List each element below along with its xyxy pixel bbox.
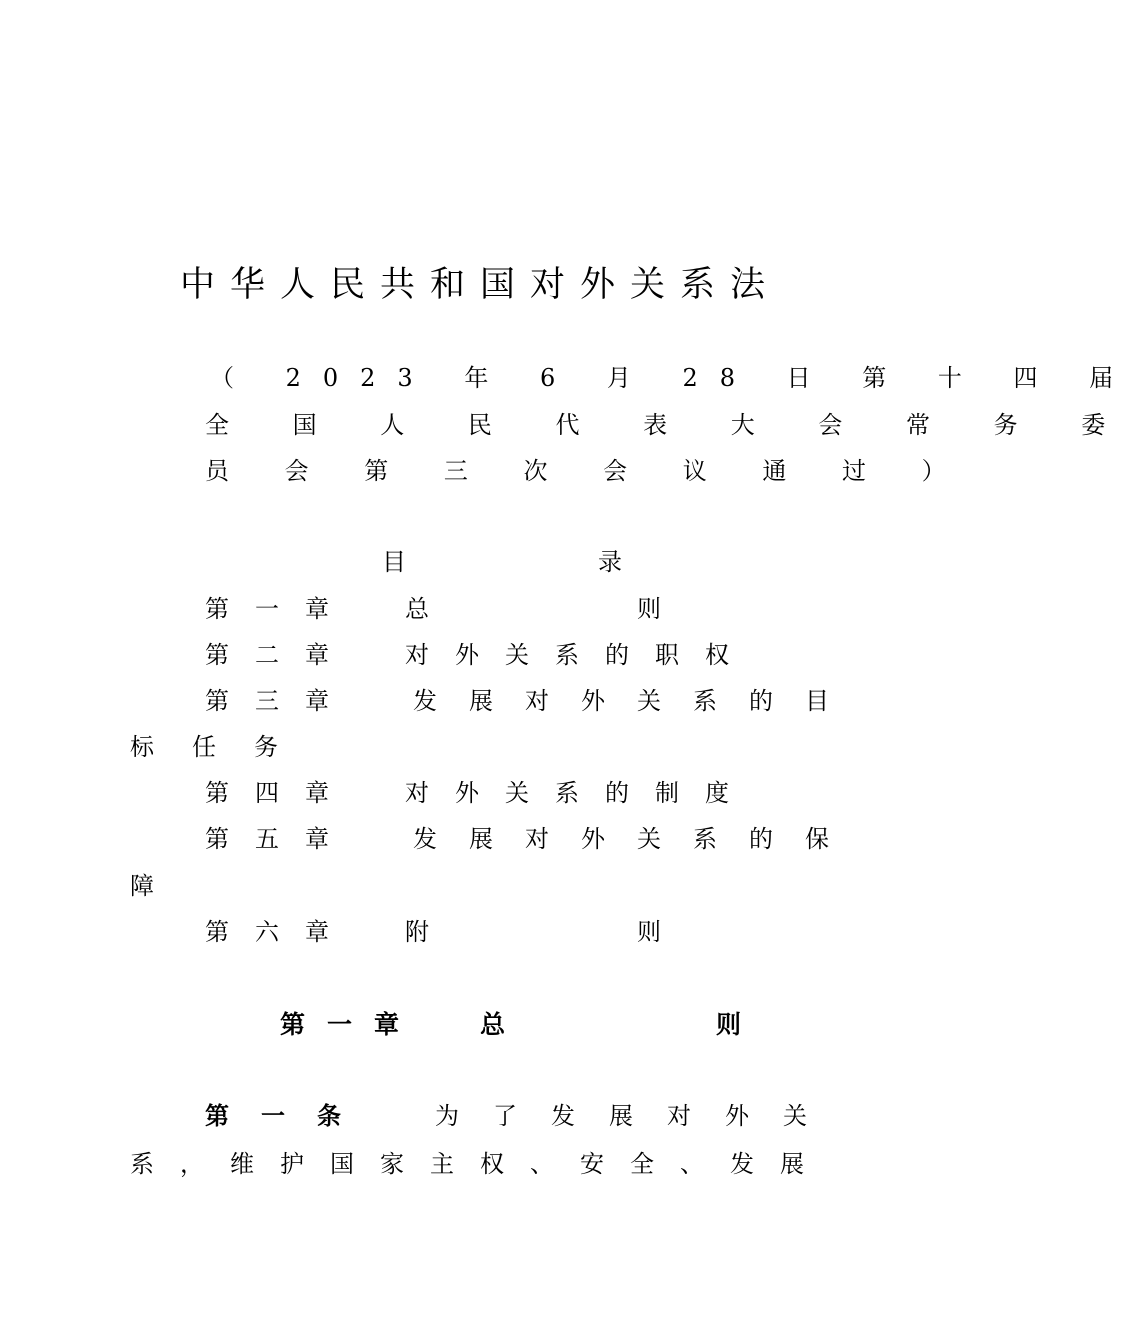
- document-title: 中华人民共和国对外关系法: [180, 265, 781, 305]
- toc-item-5-continuation: 障: [130, 872, 180, 900]
- toc-item-3-continuation: 标任务: [130, 733, 316, 761]
- adoption-note-line-3: 员 会 第 三 次 会 议 通 过 ）: [205, 457, 970, 485]
- toc-item-5-name: 发展对外关系的保: [413, 825, 861, 853]
- article-1-label: 第一条: [205, 1102, 373, 1130]
- adoption-note-line-2: 全 国 人 民 代 表 大 会 常 务 委: [205, 411, 1134, 439]
- toc-item-4-chapter: 第四章: [205, 779, 355, 807]
- toc-item-2-chapter: 第二章: [205, 641, 355, 669]
- chapter-1-heading-number: 第一章: [280, 1010, 422, 1039]
- toc-item-4-name: 对外关系的制度: [405, 779, 755, 807]
- toc-item-6-chapter: 第六章: [205, 918, 355, 946]
- toc-item-1-name: 总 则: [405, 595, 695, 623]
- toc-item-1-chapter: 第一章: [205, 595, 355, 623]
- toc-item-2-name: 对外关系的职权: [405, 641, 755, 669]
- toc-item-3-chapter: 第三章: [205, 687, 355, 715]
- toc-item-3-name: 发展对外关系的目: [413, 687, 861, 715]
- toc-item-6-name: 附 则: [405, 918, 695, 946]
- article-1-text-line-2: 系，维护国家主权、安全、发展: [130, 1150, 830, 1178]
- adoption-note-line-1: （ 2023 年 6 月 28 日 第 十 四 届: [210, 364, 1135, 392]
- chapter-1-heading-name: 总 则: [480, 1010, 776, 1039]
- article-1-text-line-1: 为了发展对外关: [435, 1102, 841, 1130]
- toc-item-5-chapter: 第五章: [205, 825, 355, 853]
- toc-heading: 目 录: [382, 548, 652, 576]
